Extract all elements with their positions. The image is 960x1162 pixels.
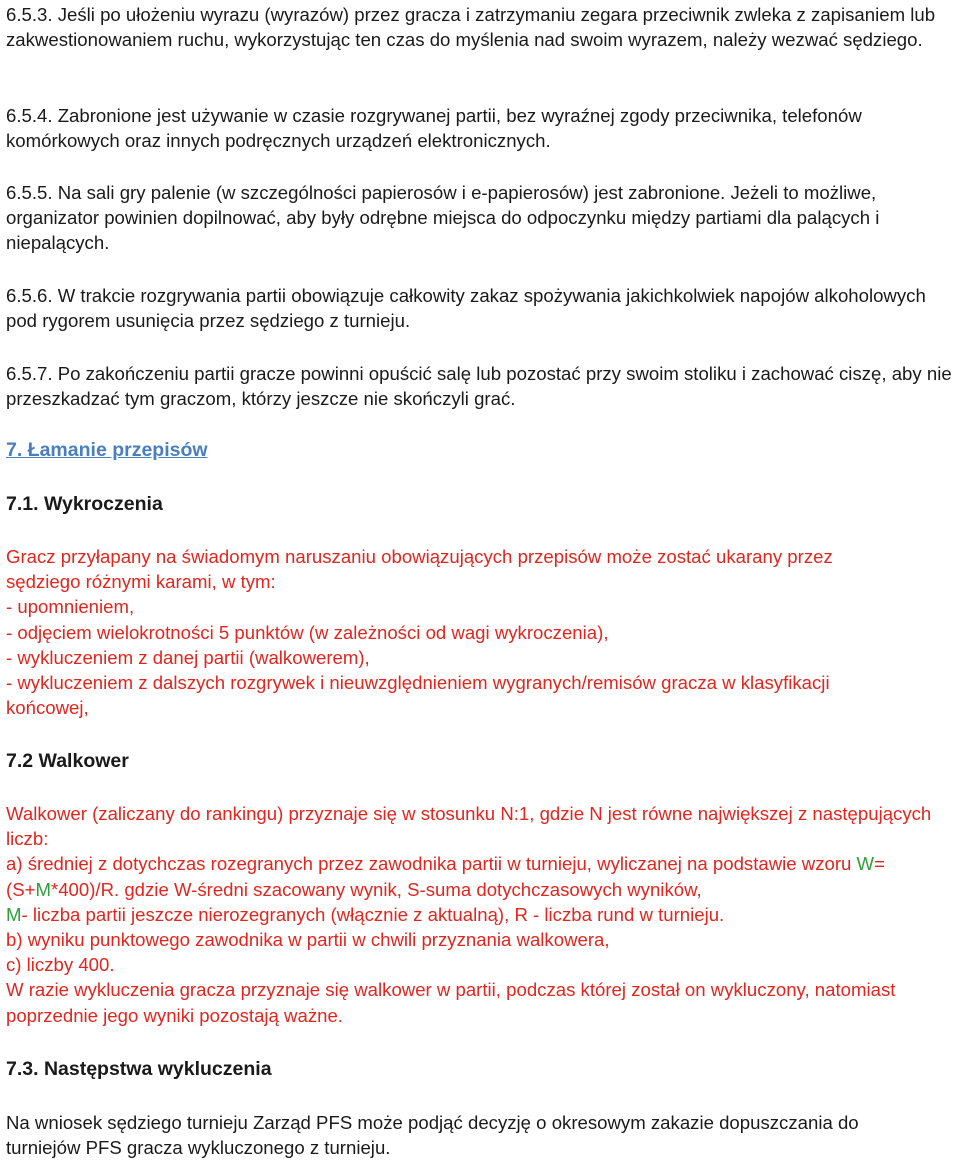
formula-m: M (35, 878, 51, 900)
rule-number: 6.5.7. (6, 363, 53, 384)
walkover-rule-a (6, 851, 954, 901)
walkover-intro: Walkower (zaliczany do rankingu) przyznaje się w stosunku N:1, gdzie N jest równe największej z następujących liczb: (6, 803, 932, 850)
rule-6-5-7 (6, 361, 954, 411)
rule-text: Zabronione jest używanie w czasie rozgrywanej partii, bez wyraźnej zgody przeciwnika, telefonów komórkowych oraz innych podręcznych urządzeń elektronicznych. (6, 105, 862, 152)
walkover-rule-b: b) wyniku punktowego zawodnika w partii w chwili przyznania walkowera, (6, 929, 610, 951)
section-7-3-heading: 7.3. Następstwa wykluczenia (6, 1058, 272, 1080)
rule-number: 6.5.6. (6, 285, 53, 306)
formula-open: =(S+ (6, 853, 885, 900)
rule-number: 6.5.3. (6, 4, 53, 25)
rule-text: Na sali gry palenie (w szczególności papierosów i e-papierosów) jest zabronione. Jeżeli to możliwe, organizator powinien dopilnować, aby były odrębne miejsca do odpoczynku między partiami dla palących i niepalących. (6, 182, 880, 254)
rule-text: Po zakończeniu partii gracze powinni opuścić salę lub pozostać przy swoim stoliku i zachować ciszę, aby nie przeszkadzać tym graczom, którzy jeszcze nie skończyli grać. (6, 363, 952, 410)
formula-w: W (856, 853, 875, 875)
penalty-item: - upomnieniem, (6, 596, 135, 618)
penalty-item: - wykluczeniem z dalszych rozgrywek i nieuwzględnieniem wygranych/remisów gracza w klasyfikacji końcowej, (6, 672, 830, 719)
walkover-exclusion: W razie wykluczenia gracza przyznaje się walkower w partii, podczas której został on wykluczony, natomiast poprzednie jego wyniki pozostają ważne. (6, 979, 896, 1026)
rule-a-text: a) średniej z dotychczas rozegranych przez zawodnika partii w turnieju, wyliczanej na podstawie wzoru (6, 853, 857, 875)
rule-6-5-6 (6, 283, 954, 333)
section-7-2-heading: 7.2 Walkower (6, 750, 129, 772)
penalties-intro: Gracz przyłapany na świadomym naruszaniu obowiązujących przepisów może zostać ukarany przez sędziego różnymi karami, w tym: (6, 546, 833, 593)
rule-text: W trakcie rozgrywania partii obowiązuje całkowity zakaz spożywania jakichkolwiek napojów alkoholowych pod rygorem usunięcia przez sędziego z turnieju. (6, 285, 926, 332)
section-7-1-body (6, 544, 886, 720)
section-7-3-text: Na wniosek sędziego turnieju Zarząd PFS może podjąć decyzję o okresowym zakazie dopuszczania do turniejów PFS gracza wykluczonego z turnieju. (6, 1112, 859, 1159)
section-7-1-heading: 7.1. Wykroczenia (6, 493, 163, 515)
penalty-item: - odjęciem wielokrotności 5 punktów (w zależności od wagi wykroczenia), (6, 621, 609, 643)
rule-6-5-3 (6, 2, 954, 52)
legend-rest: - liczba partii jeszcze nierozegranych (włącznie z aktualną), R - liczba rund w turnieju. (21, 903, 725, 925)
rule-text: Jeśli po ułożeniu wyrazu (wyrazów) przez gracza i zatrzymaniu zegara przeciwnik zwleka z zapisaniem lub zakwestionowaniem ruchu, wykorzystując ten czas do myślenia nad swoim wyrazem, należy wezwać sędziego. (6, 4, 936, 51)
rule-number: 6.5.5. (6, 182, 53, 203)
rule-number: 6.5.4. (6, 105, 53, 126)
rule-6-5-4 (6, 103, 954, 153)
rule-6-5-5 (6, 180, 954, 256)
legend-m: M (6, 903, 22, 925)
formula-rest: *400)/R. gdzie W-średni szacowany wynik, S-suma dotychczasowych wyników, (50, 878, 702, 900)
penalty-item: - wykluczeniem z danej partii (walkowerem), (6, 646, 370, 668)
walkover-rule-c: c) liczby 400. (6, 954, 115, 976)
section-7-heading-link[interactable]: 7. Łamanie przepisów (6, 439, 208, 461)
section-7-2-body (6, 801, 954, 1028)
walkover-rule-a-legend (6, 902, 954, 927)
